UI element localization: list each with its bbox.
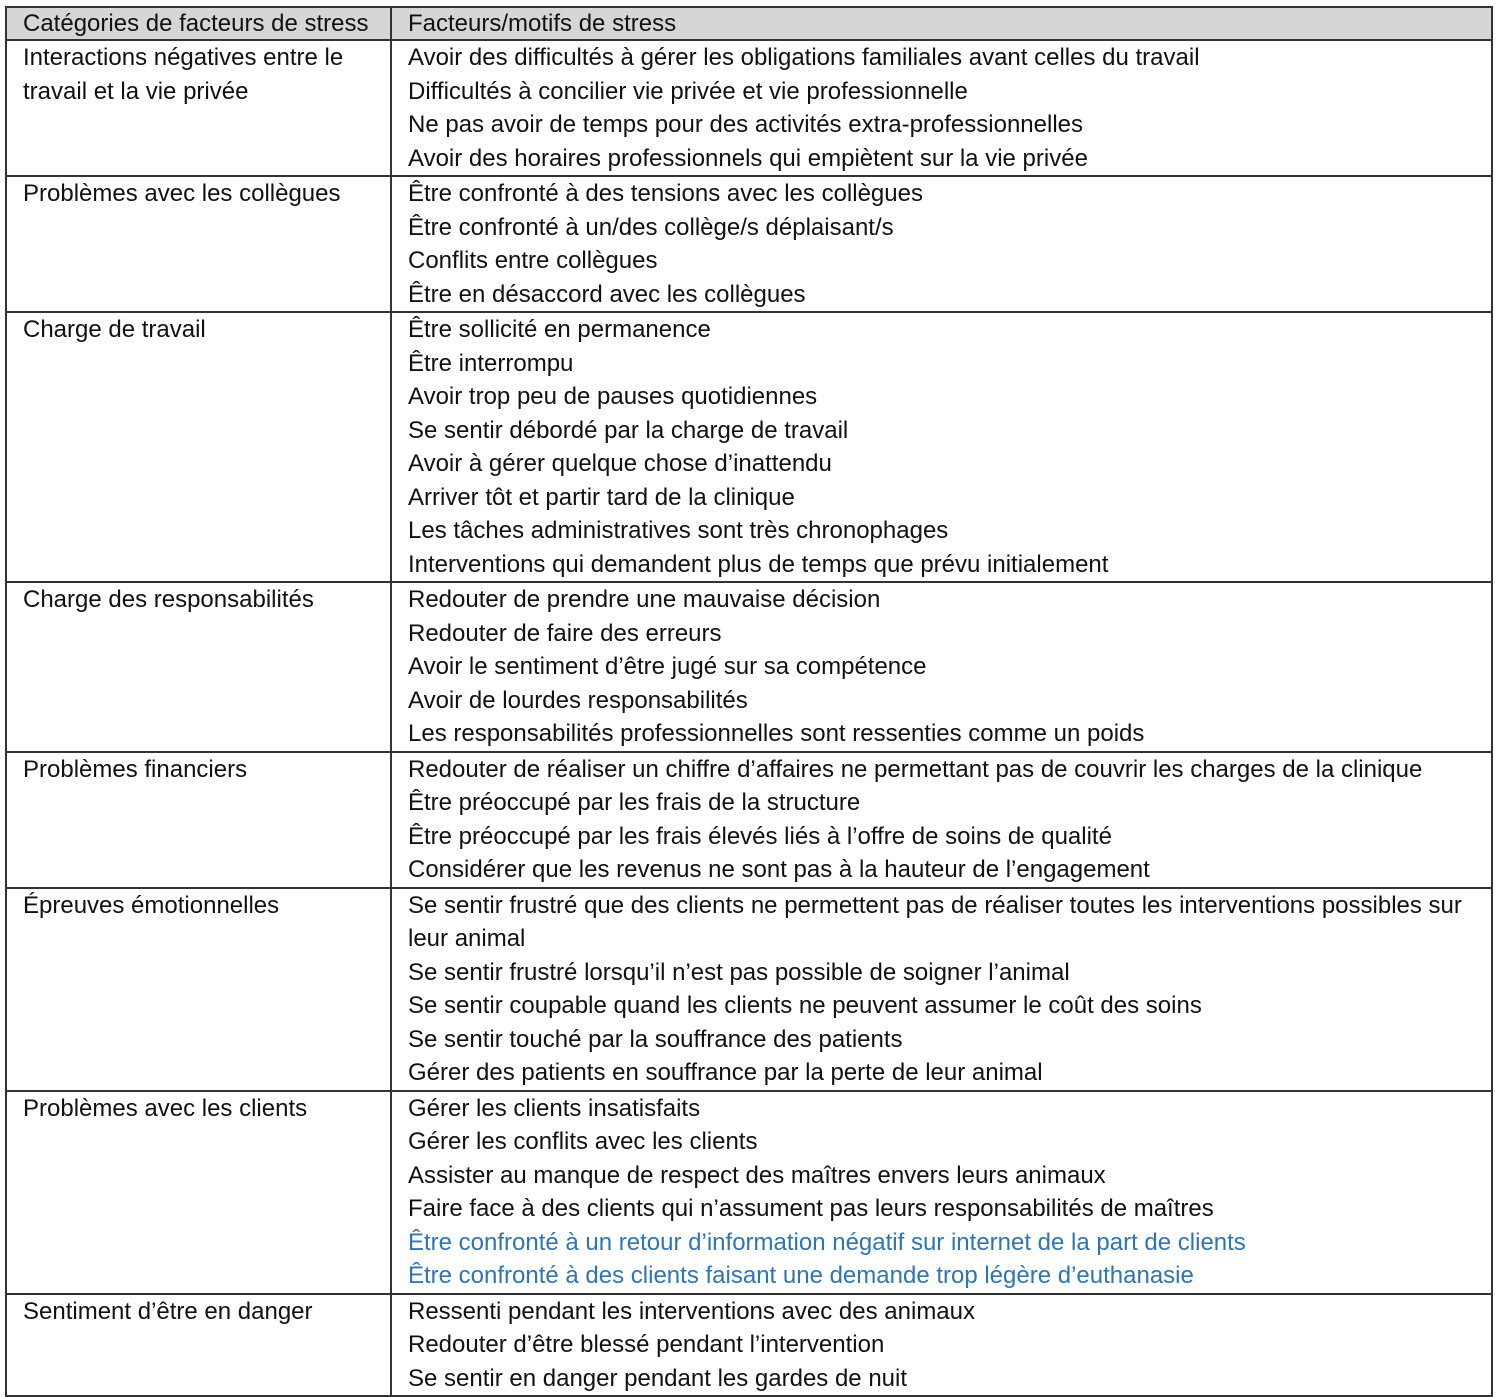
factors-cell: [391, 752, 1492, 888]
category-cell: Problèmes financiers: [6, 752, 391, 888]
factors-cell: [391, 40, 1492, 176]
factor-item: Se sentir débordé par la charge de travail: [408, 416, 849, 444]
factor-item: Être confronté à des tensions avec les collègues: [408, 180, 923, 207]
table-header: [6, 7, 1492, 40]
factors-cell: [391, 888, 1492, 1091]
table-row: [6, 40, 1492, 176]
factor-item: Considérer que les revenus ne sont pas à la hauteur de l’engagement: [408, 856, 1150, 883]
factor-item: Avoir de lourdes responsabilités: [408, 686, 748, 714]
table-row: [6, 1091, 1492, 1294]
factor-item: Être interrompu: [408, 349, 574, 377]
factor-item: Ressenti pendant les interventions avec des animaux: [408, 1297, 975, 1325]
factor-item: Être préoccupé par les frais élevés liés à l’offre de soins de qualité: [408, 822, 1112, 850]
factor-item: Redouter de faire des erreurs: [408, 619, 722, 647]
stress-factors-table: [5, 6, 1493, 1397]
factor-item: Gérer les clients insatisfaits: [408, 1094, 701, 1122]
table-row: [6, 176, 1492, 312]
factor-item: Se sentir coupable quand les clients ne peuvent assumer le coût des soins: [408, 992, 1202, 1019]
factor-item: Gérer les conflits avec les clients: [408, 1128, 758, 1155]
category-cell: Épreuves émotionnelles: [6, 888, 391, 1091]
factor-item: Être confronté à des clients faisant une demande trop légère d’euthanasie: [408, 1262, 1194, 1289]
factor-item: Être préoccupé par les frais de la structure: [408, 789, 861, 816]
factor-item: Avoir à gérer quelque chose d’inattendu: [408, 450, 832, 477]
factor-item: Redouter de prendre une mauvaise décision: [408, 586, 881, 613]
factors-cell: [391, 1091, 1492, 1294]
header-row: [6, 7, 1492, 40]
factors-cell: [391, 1294, 1492, 1397]
factors-cell: [391, 176, 1492, 312]
factor-item: Interventions qui demandent plus de temps que prévu initialement: [408, 550, 1109, 578]
table-row: [6, 312, 1492, 582]
header-categories: Catégories de facteurs de stress: [6, 7, 391, 40]
factor-item: Être sollicité en permanence: [408, 316, 711, 343]
factor-item: Avoir trop peu de pauses quotidiennes: [408, 383, 818, 410]
factor-item: Gérer des patients en souffrance par la perte de leur animal: [408, 1059, 1043, 1086]
factor-item: Se sentir touché par la souffrance des patients: [408, 1025, 903, 1053]
factor-item: Ne pas avoir de temps pour des activités extra-professionnelles: [408, 111, 1083, 138]
table-row: [6, 888, 1492, 1091]
category-cell: Charge de travail: [6, 312, 391, 582]
header-factors: Facteurs/motifs de stress: [391, 7, 1492, 40]
factor-item: Difficultés à concilier vie privée et vie professionnelle: [408, 77, 968, 105]
factor-item: Se sentir en danger pendant les gardes de nuit: [408, 1364, 908, 1392]
factor-item: Conflits entre collègues: [408, 247, 658, 274]
factor-item: Les tâches administratives sont très chronophages: [408, 517, 949, 544]
factor-item: Se sentir frustré que des clients ne permettent pas de réaliser toutes les interventions possibles sur leur animal: [408, 891, 1462, 952]
factor-item: Assister au manque de respect des maîtres envers leurs animaux: [408, 1161, 1106, 1189]
table-row: [6, 582, 1492, 752]
table-row: [6, 1294, 1492, 1397]
category-cell: Charge des responsabilités: [6, 582, 391, 752]
category-cell: Problèmes avec les collègues: [6, 176, 391, 312]
table-row: [6, 752, 1492, 888]
factor-item: Avoir le sentiment d’être jugé sur sa compétence: [408, 653, 927, 680]
factor-item: Les responsabilités professionnelles sont ressenties comme un poids: [408, 720, 1145, 747]
factor-item: Être confronté à un/des collège/s déplaisant/s: [408, 213, 894, 241]
factor-item: Se sentir frustré lorsqu’il n’est pas possible de soigner l’animal: [408, 958, 1070, 986]
category-cell: Interactions négatives entre le travail et la vie privée: [6, 40, 391, 176]
category-cell: Problèmes avec les clients: [6, 1091, 391, 1294]
factors-cell: [391, 582, 1492, 752]
factor-item: Être en désaccord avec les collègues: [408, 280, 806, 308]
category-cell: Sentiment d’être en danger: [6, 1294, 391, 1397]
table-body: [6, 40, 1492, 1396]
factor-item: Avoir des horaires professionnels qui empiètent sur la vie privée: [408, 144, 1088, 172]
factor-item: Être confronté à un retour d’information négatif sur internet de la part de clients: [408, 1228, 1246, 1256]
factors-cell: [391, 312, 1492, 582]
factor-item: Redouter de réaliser un chiffre d’affaires ne permettant pas de couvrir les charges de la clinique: [408, 755, 1423, 783]
factor-item: Arriver tôt et partir tard de la clinique: [408, 483, 795, 511]
factor-item: Redouter d’être blessé pendant l’intervention: [408, 1331, 885, 1358]
factor-item: Faire face à des clients qui n’assument pas leurs responsabilités de maîtres: [408, 1195, 1214, 1222]
factor-item: Avoir des difficultés à gérer les obligations familiales avant celles du travail: [408, 44, 1200, 71]
